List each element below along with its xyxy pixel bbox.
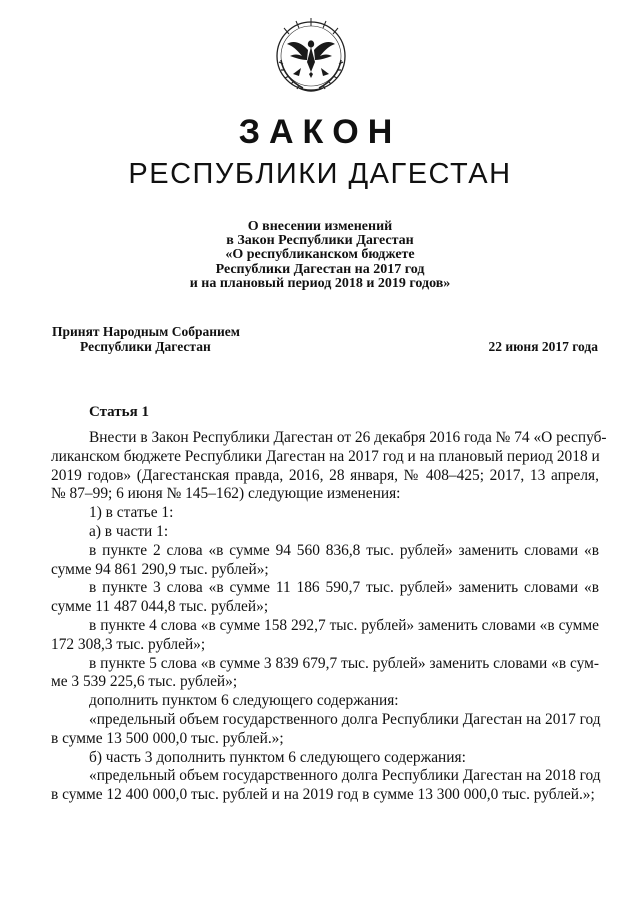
law-title: ЗАКОН — [238, 113, 402, 151]
article-line: 2019 годов» (Дагестанская правда, 2016, 28 января, № 408–425; 2017, 13 апреля, — [51, 466, 599, 484]
article-line: в сумме 13 500 000,0 тыс. рублей.»; — [51, 729, 284, 747]
adopted-by-line: Республики Дагестан — [80, 339, 211, 354]
article-line: ликанском бюджете Республики Дагестан на 2017 год и на плановый период 2018 и — [51, 447, 600, 465]
heading-line: и на плановый период 2018 и 2019 годов» — [189, 275, 451, 291]
article-line: в пункте 3 слова «в сумме 11 186 590,7 тыс. рублей» заменить словами «в — [89, 579, 599, 597]
article-line: № 87–99; 6 июня № 145–162) следующие изменения: — [51, 485, 401, 503]
article-line: в пункте 2 слова «в сумме 94 560 836,8 тыс. рублей» заменить словами «в — [89, 541, 599, 559]
article-line: 1) в статье 1: — [89, 504, 174, 522]
article-line: 172 308,3 тыс. рублей»; — [51, 635, 206, 653]
article-body — [51, 429, 607, 805]
heading-line: Республики Дагестан на 2017 год — [215, 261, 425, 277]
heading-line: «О республиканском бюджете — [225, 247, 415, 263]
adoption-info — [52, 324, 240, 354]
article-line: ме 3 539 225,6 тыс. рублей»; — [51, 673, 238, 691]
law-heading — [0, 220, 640, 291]
article-line: сумме 94 861 290,9 тыс. рублей»; — [51, 560, 269, 578]
coat-of-arms-emblem — [269, 14, 353, 96]
article-title: Статья 1 — [89, 404, 149, 420]
law-subtitle: РЕСПУБЛИКИ ДАГЕСТАН — [128, 158, 512, 190]
article-line: сумме 11 487 044,8 тыс. рублей»; — [51, 598, 269, 616]
article-line: б) часть 3 дополнить пунктом 6 следующего содержания: — [89, 748, 466, 766]
article-line: Внести в Закон Республики Дагестан от 26 декабря 2016 года № 74 «О респуб- — [89, 429, 607, 446]
article-line: «предельный объем государственного долга Республики Дагестан на 2018 год — [89, 767, 601, 785]
adopted-by-line: Принят Народным Собранием — [52, 324, 240, 339]
adoption-date: 22 июня 2017 года — [488, 339, 598, 354]
article-line: а) в части 1: — [89, 522, 169, 540]
article-line: «предельный объем государственного долга Республики Дагестан на 2017 год — [89, 710, 601, 728]
heading-line: О внесении изменений — [247, 219, 393, 234]
article-line: в сумме 12 400 000,0 тыс. рублей и на 2019 год в сумме 13 300 000,0 тыс. рублей.»; — [51, 786, 595, 804]
article-line: в пункте 5 слова «в сумме 3 839 679,7 тыс. рублей» заменить словами «в сум- — [89, 654, 599, 672]
article-line: дополнить пунктом 6 следующего содержания: — [89, 692, 399, 710]
heading-line: в Закон Республики Дагестан — [226, 233, 414, 249]
article-line: в пункте 4 слова «в сумме 158 292,7 тыс. рублей» заменить словами «в сумме — [89, 616, 599, 634]
